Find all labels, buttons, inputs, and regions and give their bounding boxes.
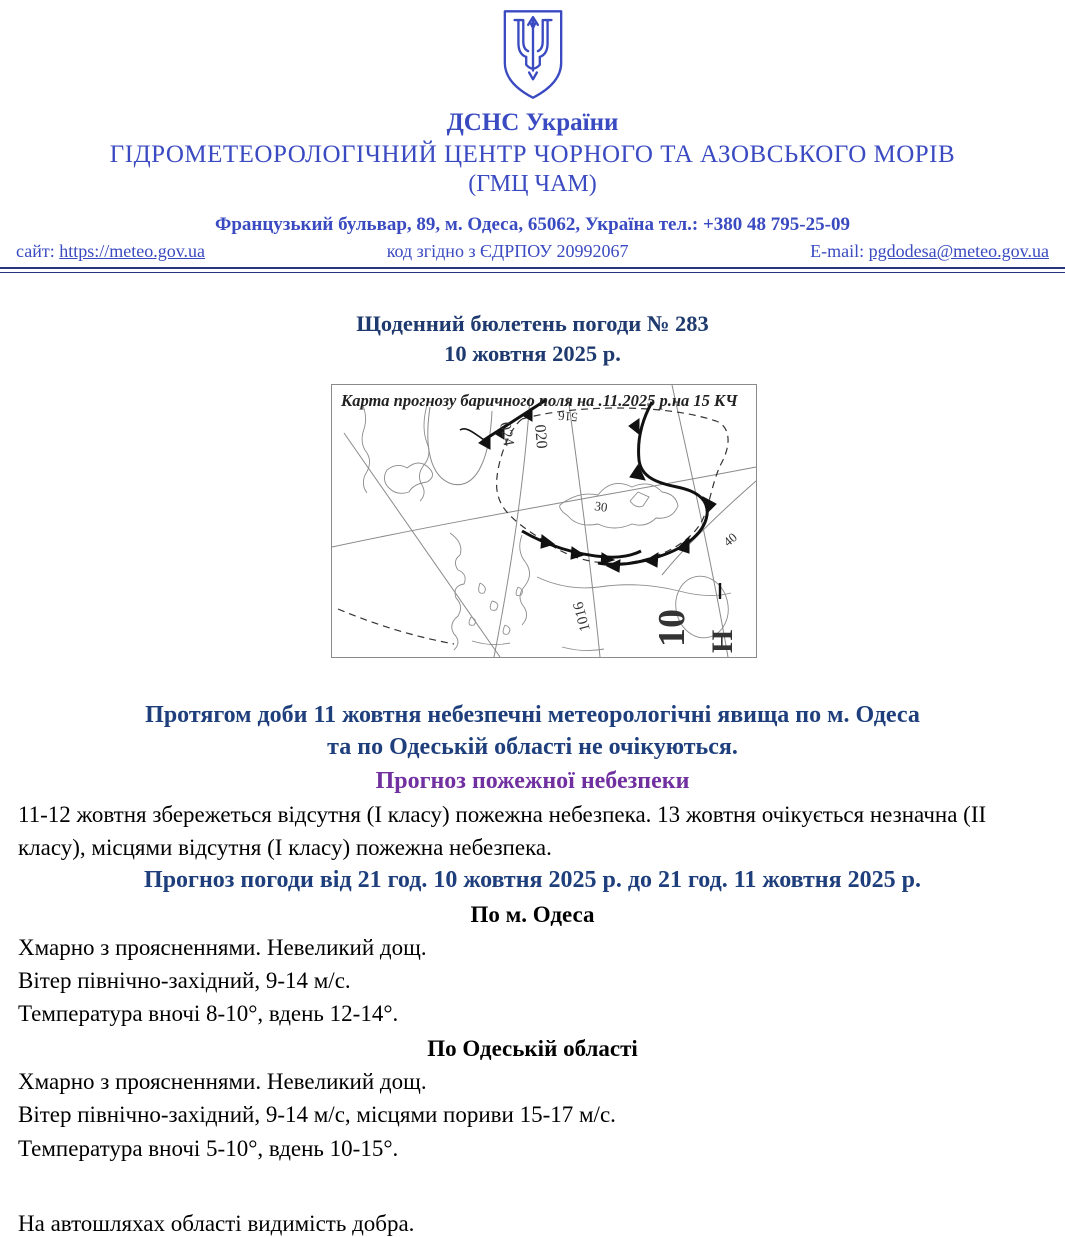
email-cell xyxy=(810,241,1049,262)
forecast-city-sky: Хмарно з проясненнями. Невеликий дощ. xyxy=(18,934,427,960)
pressure-big-label: 10 xyxy=(651,609,693,647)
org-short-name: ДСНС України xyxy=(446,109,619,136)
site-label: сайт: xyxy=(16,241,55,261)
forecast-region-sky: Хмарно з проясненнями. Невеликий дощ. xyxy=(18,1069,427,1094)
fire-danger-heading: Прогноз пожежної небезпеки xyxy=(375,767,690,794)
site-link[interactable]: https://meteo.gov.ua xyxy=(59,241,206,261)
high-center-letter: Н xyxy=(706,629,739,653)
map-caption: Карта прогнозу баричного поля на .11.2025 р.на 15 КЧ xyxy=(341,391,738,410)
forecast-region-temp: Температура вночі 5-10°, вдень 10-15°. xyxy=(18,1135,399,1161)
forecast-region-title: По Одеській області xyxy=(427,1035,638,1061)
header-divider xyxy=(0,267,1065,273)
email-label: E-mail: xyxy=(810,241,865,261)
email-link[interactable]: pgdodesa@meteo.gov.ua xyxy=(868,241,1049,261)
letterhead xyxy=(0,0,1065,273)
org-address-line: Французький бульвар, 89, м. Одеса, 65062, Україна тел.: +380 48 795-25-09 xyxy=(215,214,850,235)
isobar-1016-label: 1016 xyxy=(570,599,594,634)
forecast-city-temp: Температура вночі 8-10°, вдень 12-14°. xyxy=(18,1001,399,1027)
lat-40-label: 40 xyxy=(720,529,740,550)
forecast-city-title: По м. Одеса xyxy=(470,901,595,927)
isobar-1020-label: 020 xyxy=(531,423,551,450)
bulletin-date: 10 жовтня 2025 р. xyxy=(444,341,621,366)
fire-danger-text: 11-12 жовтня збережеться відсутня (І класу) пожежна небезпека. 13 жовтня очікується незначна (ІІ класу), місцями відсутня (І класу) пожежна небезпека. xyxy=(18,802,987,861)
ukraine-trident-emblem-icon xyxy=(499,8,567,102)
roads-visibility-note: На автошляхах області видимість добра. xyxy=(18,1211,415,1237)
bulletin-title: Щоденний бюлетень погоди № 283 xyxy=(356,311,709,336)
isobar-1024-label: 024 xyxy=(496,420,517,448)
org-abbreviation: (ГМЦ ЧАМ) xyxy=(468,171,597,197)
contact-row xyxy=(0,241,1065,262)
edrpou-code: код згідно з ЄДРПОУ 20992067 xyxy=(386,241,629,261)
forecast-region-wind: Вітер північно-західний, 9-14 м/с, місцями пориви 15-17 м/с. xyxy=(18,1102,616,1128)
pressure-field-map xyxy=(331,384,757,658)
lat-30-label: 30 xyxy=(593,498,609,515)
forecast-city-wind: Вітер північно-західний, 9-14 м/с. xyxy=(18,968,351,994)
org-full-name: ГІДРОМЕТЕОРОЛОГІЧНИЙ ЦЕНТР ЧОРНОГО ТА АЗОВСЬКОГО МОРІВ xyxy=(109,141,956,168)
emblem-wrap xyxy=(0,0,1065,107)
warning-line-2: та по Одеській області не очікуються. xyxy=(327,733,738,760)
thickness-516-label: 516 xyxy=(557,408,579,425)
warning-line-1: Протягом доби 11 жовтня небезпечні метеорологічні явища по м. Одеса xyxy=(145,702,920,728)
synoptic-map-svg xyxy=(332,385,756,657)
site-cell xyxy=(16,241,205,262)
forecast-heading: Прогноз погоди від 21 год. 10 жовтня 2025 р. до 21 год. 11 жовтня 2025 р. xyxy=(144,866,921,893)
